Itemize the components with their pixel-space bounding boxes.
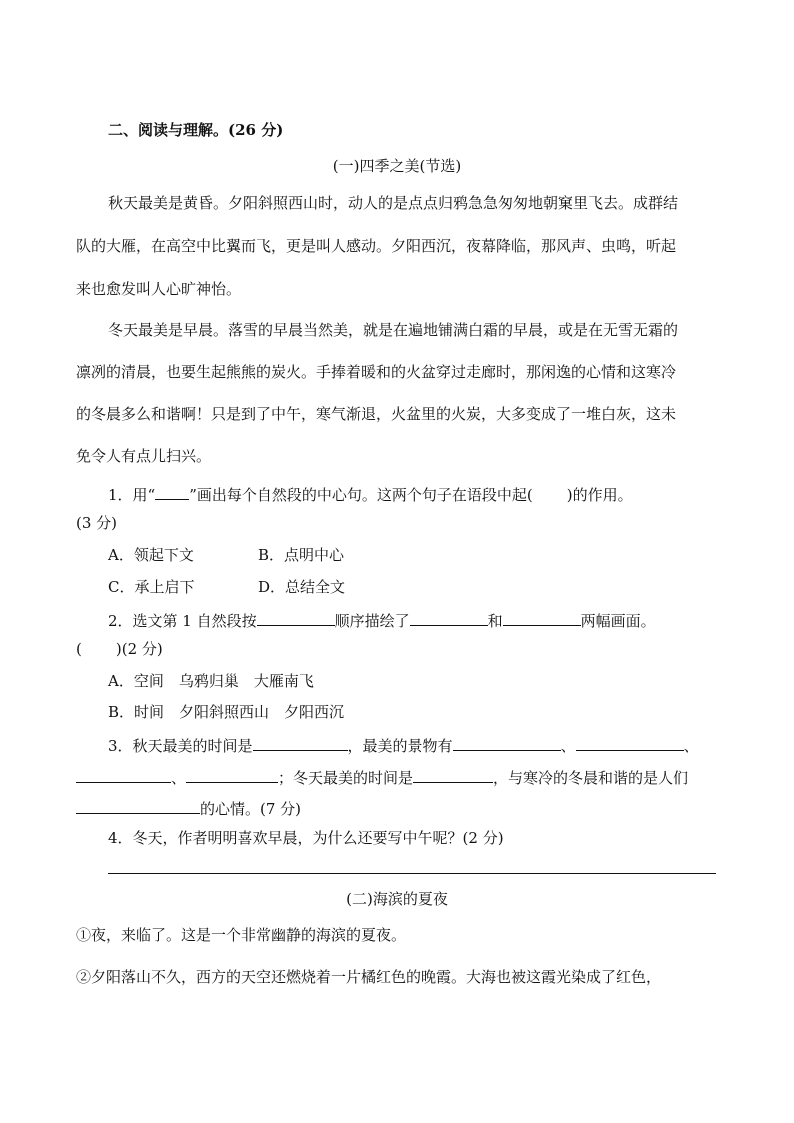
answer-line[interactable] <box>108 873 716 874</box>
q2-option-b: B．时间 夕阳斜照西山 夕阳西沉 <box>108 703 345 721</box>
question-1-points: (3 分) <box>76 514 118 532</box>
question-3-text: ；冬天最美的时间是 <box>278 769 414 787</box>
question-2-text: 和 <box>487 612 503 630</box>
underline-sample <box>155 483 189 500</box>
answer-blank[interactable] <box>503 609 581 626</box>
question-1-text: 1．用“ <box>108 486 156 504</box>
question-3-text: 的心情。(7 分) <box>200 800 302 818</box>
question-2-line2 <box>76 639 726 659</box>
question-3-text: ，与寒冷的冬晨和谐的是人们 <box>493 769 689 787</box>
question-3-text: 3．秋天最美的时间是 <box>108 737 253 755</box>
question-1-text: )的作用。 <box>566 486 633 504</box>
question-3-line3 <box>76 797 726 819</box>
q1-option-a: A．领起下文 <box>108 546 194 564</box>
answer-blank[interactable] <box>413 766 493 783</box>
section-heading: 二、阅读与理解。(26 分) <box>108 121 284 139</box>
answer-blank[interactable] <box>76 766 171 783</box>
question-1-text: ”画出每个自然段的中心句。这两个句子在语段中起( <box>189 486 533 504</box>
answer-blank[interactable] <box>410 609 488 626</box>
q1-option-c: C．承上启下 <box>108 578 195 596</box>
question-4: 4．冬天，作者明明喜欢早晨，为什么还要写中午呢？(2 分) <box>108 829 504 847</box>
answer-blank[interactable] <box>76 797 200 814</box>
passage-2-paragraph-1: ①夜，来临了。这是一个非常幽静的海滨的夏夜。 <box>76 926 407 944</box>
passage-1-line: 来也愈发叫人心旷神怡。 <box>76 280 242 298</box>
question-3-text: 、 <box>683 737 699 755</box>
passage-1-line: 凛冽的清晨，也要生起熊熊的炭火。手捧着暖和的火盆穿过走廊时，那闲逸的心情和这寒冷 <box>76 363 677 381</box>
question-3-text: ，最美的景物有 <box>347 737 453 755</box>
question-2-text: )(2 分) <box>115 640 163 658</box>
answer-blank[interactable] <box>453 734 561 751</box>
question-2-text: ( <box>76 640 82 658</box>
passage-1-title: (一)四季之美(节选) <box>332 157 462 175</box>
q1-option-b: B．点明中心 <box>258 546 345 564</box>
question-2 <box>108 609 656 631</box>
question-2-text: 顺序描绘了 <box>334 612 410 630</box>
q2-option-a: A．空间 乌鸦归巢 大雁南飞 <box>108 672 314 690</box>
question-1 <box>108 483 633 505</box>
answer-blank[interactable] <box>576 734 684 751</box>
answer-blank[interactable] <box>186 766 278 783</box>
answer-blank[interactable] <box>257 609 335 626</box>
q1-option-d: D．总结全文 <box>258 578 346 596</box>
passage-1-line: 免令人有点儿扫兴。 <box>76 447 212 465</box>
passage-1-line: 的冬晨多么和谐啊！只是到了中午，寒气渐退，火盆里的火炭，大多变成了一堆白灰，这未 <box>76 405 677 423</box>
question-3-text: 、 <box>560 737 576 755</box>
passage-1-line: 秋天最美是黄昏。夕阳斜照西山时，动人的是点点归鸦急急匆匆地朝窠里飞去。成群结 <box>108 194 679 212</box>
question-3 <box>108 734 699 756</box>
passage-2-title: (二)海滨的夏夜 <box>346 890 448 908</box>
passage-1-line: 队的大雁，在高空中比翼而飞，更是叫人感动。夕阳西沉，夜幕降临，那风声、虫鸣，听起 <box>76 237 677 255</box>
question-3-line2 <box>76 766 726 788</box>
question-2-text: 两幅画面。 <box>580 612 656 630</box>
question-3-text: 、 <box>171 769 187 787</box>
passage-1-line: 冬天最美是早晨。落雪的早晨当然美，就是在遍地铺满白霜的早晨，或是在无雪无霜的 <box>108 321 679 339</box>
answer-blank[interactable] <box>253 734 348 751</box>
question-2-text: 2．选文第 1 自然段按 <box>108 612 257 630</box>
passage-2-paragraph-2: ②夕阳落山不久，西方的天空还燃烧着一片橘红色的晚霞。大海也被这霞光染成了红色， <box>76 968 662 986</box>
